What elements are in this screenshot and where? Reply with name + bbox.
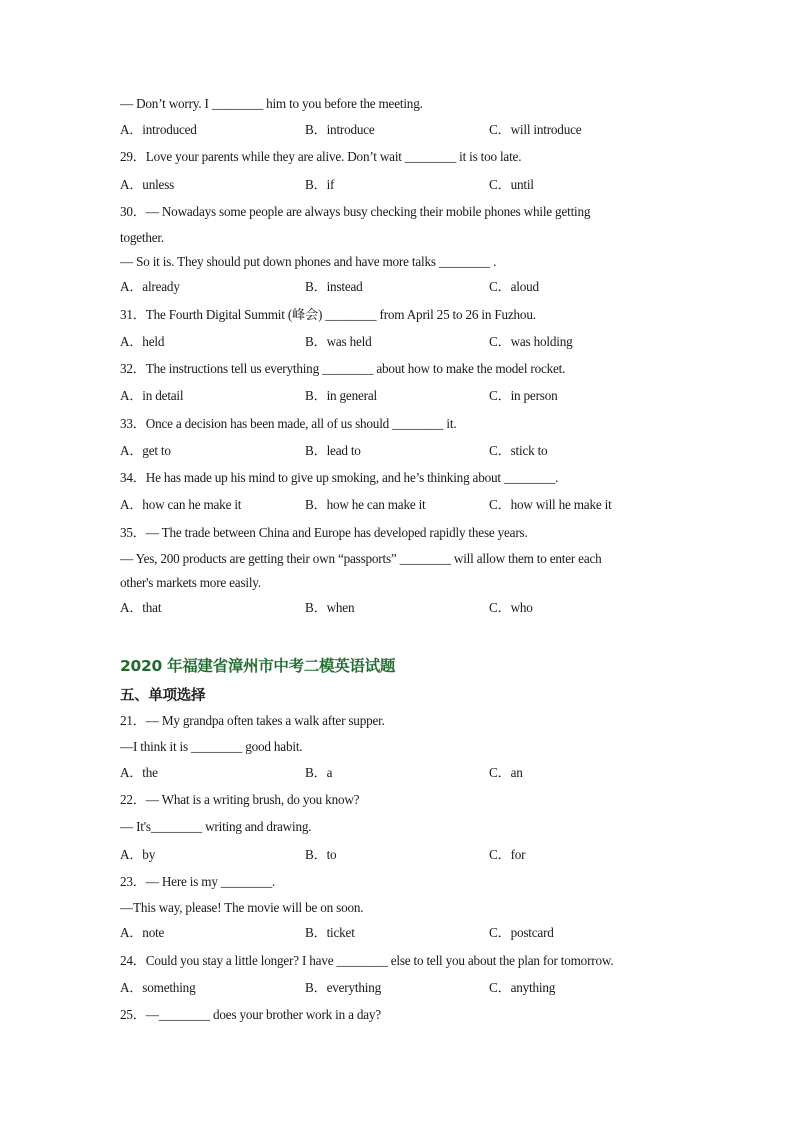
option-c: C．will introduce [489,122,582,137]
option-c: C．stick to [489,443,548,458]
question-29: 29．Love your parents while they are alive. Don’t wait ________ it is too late. [120,149,522,164]
option-a: A．unless [120,177,175,192]
option-b: B．lead to [305,443,361,458]
exam-title: 2020 年福建省漳州市中考二模英语试题 [120,657,396,675]
question-line: — Don’t worry. I ________ him to you before the meeting. [120,96,423,111]
option-b: B．when [305,600,355,615]
option-a: A．already [120,279,180,294]
option-c: C．until [489,177,534,192]
option-b: B．a [305,765,333,780]
question-23-reply: —This way, please! The movie will be on soon. [120,900,364,915]
option-c: C．aloud [489,279,539,294]
option-a: A．get to [120,443,171,458]
question-34: 34．He has made up his mind to give up smoking, and he’s thinking about ________. [120,470,559,485]
question-30-reply: — So it is. They should put down phones and have more talks ________ . [120,254,497,269]
option-c: C．for [489,847,526,862]
question-35-cont: other's markets more easily. [120,575,261,590]
option-a: A．in detail [120,388,184,403]
option-a: A．note [120,925,165,940]
question-35-reply: — Yes, 200 products are getting their own “passports” ________ will allow them to enter each [120,551,602,566]
question-23: 23．— Here is my ________. [120,874,276,889]
option-b: B．in general [305,388,377,403]
option-a: A．by [120,847,156,862]
option-b: B．if [305,177,335,192]
option-c: C．how will he make it [489,497,612,512]
option-c: C．postcard [489,925,554,940]
option-b: B．everything [305,980,381,995]
option-a: A．introduced [120,122,197,137]
option-b: B．instead [305,279,363,294]
option-b: B．to [305,847,337,862]
option-a: A．that [120,600,162,615]
option-b: B．introduce [305,122,375,137]
question-31: 31．The Fourth Digital Summit (峰会) ________ from April 25 to 26 in Fuzhou. [120,307,536,322]
option-c: C．an [489,765,523,780]
option-b: B．was held [305,334,372,349]
question-32: 32．The instructions tell us everything ________ about how to make the model rocket. [120,361,566,376]
option-a: A．held [120,334,165,349]
question-21: 21．— My grandpa often takes a walk after supper. [120,713,385,728]
option-c: C．who [489,600,533,615]
option-b: B．how he can make it [305,497,426,512]
question-30-cont: together. [120,230,164,245]
option-a: A．how can he make it [120,497,242,512]
option-c: C．was holding [489,334,573,349]
question-33: 33．Once a decision has been made, all of us should ________ it. [120,416,457,431]
option-b: B．ticket [305,925,355,940]
option-c: C．anything [489,980,556,995]
option-a: A．the [120,765,158,780]
question-22-reply: — It's________ writing and drawing. [120,819,312,834]
question-35: 35．— The trade between China and Europe has developed rapidly these years. [120,525,528,540]
question-22: 22．— What is a writing brush, do you know? [120,792,360,807]
question-21-reply: —I think it is ________ good habit. [120,739,303,754]
question-25: 25．—________ does your brother work in a day? [120,1007,381,1022]
section-heading: 五、单项选择 [120,688,206,704]
question-24: 24．Could you stay a little longer? I have ________ else to tell you about the plan for tomorrow. [120,953,614,968]
option-a: A．something [120,980,196,995]
option-c: C．in person [489,388,558,403]
question-30: 30．— Nowadays some people are always busy checking their mobile phones while getting [120,204,591,219]
